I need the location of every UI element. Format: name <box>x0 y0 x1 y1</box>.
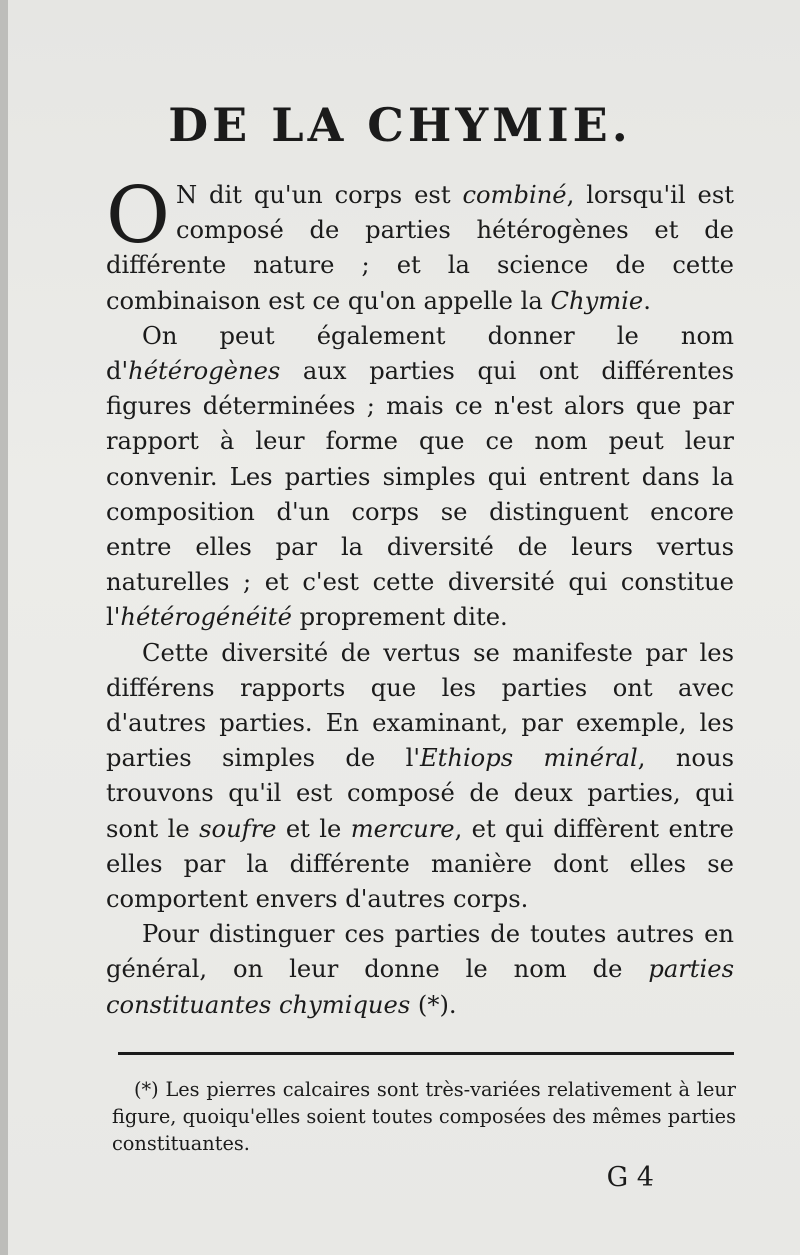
drop-cap: O <box>106 171 170 261</box>
paragraph-3 <box>106 636 734 918</box>
footnote-text: (*) Les pierres calcaires sont très-variées relativement à leur figure, quoiqu'elles soient toutes composées des mêmes parties constituantes. <box>112 1078 736 1155</box>
text-segment: , et qui diffèrent entre elles par la différente manière dont elles se comportent envers d'autres corps. <box>106 814 734 914</box>
signature-mark: G 4 <box>606 1162 654 1193</box>
text-segment: On peut également donner le nom d' <box>106 321 734 386</box>
text-segment: Pour distinguer ces parties de toutes autres en général, on leur donne le nom de <box>106 920 734 984</box>
footnote <box>112 1076 736 1157</box>
paragraph-1 <box>106 171 735 319</box>
italic-term: hétérogénéité <box>120 603 292 632</box>
paragraph-2 <box>106 319 734 636</box>
italic-term: Chymie <box>550 286 644 315</box>
text-segment: Cette diversité de vertus se manifeste par les différens rapports que les parties ont avec d'autres parties. En examinant, par exemple, les parties simples de l' <box>106 638 734 773</box>
italic-term: hétérogènes <box>128 357 281 386</box>
italic-term: parties constituantes chymiques <box>106 955 734 1019</box>
text-segment: et le <box>276 814 351 843</box>
text-segment: , nous trouvons qu'il est composé de deux parties, qui sont le <box>106 744 734 843</box>
text-segment: (*). <box>410 990 457 1019</box>
page-title: DE LA CHYMIE. <box>168 98 632 152</box>
main-text <box>106 171 735 1023</box>
text-segment: proprement dite. <box>291 603 508 632</box>
italic-term: mercure <box>350 814 455 843</box>
text-segment: aux parties qui ont différentes figures déterminées ; mais ce n'est alors que par rapport à leur forme que ce nom peut leur convenir. Les parties simples qui entrent dans la composition d'un corps se distinguent encore entre elles par la diversité de leurs vertus naturelles ; et c'est cette diversité qui constitue l' <box>106 357 734 632</box>
paragraph-4 <box>106 917 734 1023</box>
footnote-rule <box>118 1052 734 1055</box>
text-segment: . <box>643 286 651 315</box>
italic-term: combiné <box>462 181 567 209</box>
italic-term: soufre <box>199 814 277 843</box>
text-segment: , lorsqu'il est composé de parties hétérogènes et de différente nature ; et la science de cette combinaison est ce qu'on appelle la <box>106 181 735 315</box>
italic-term: Ethiops minéral <box>419 744 638 773</box>
text-segment: N dit qu'un corps est <box>175 181 463 209</box>
page-gutter <box>0 0 8 1255</box>
